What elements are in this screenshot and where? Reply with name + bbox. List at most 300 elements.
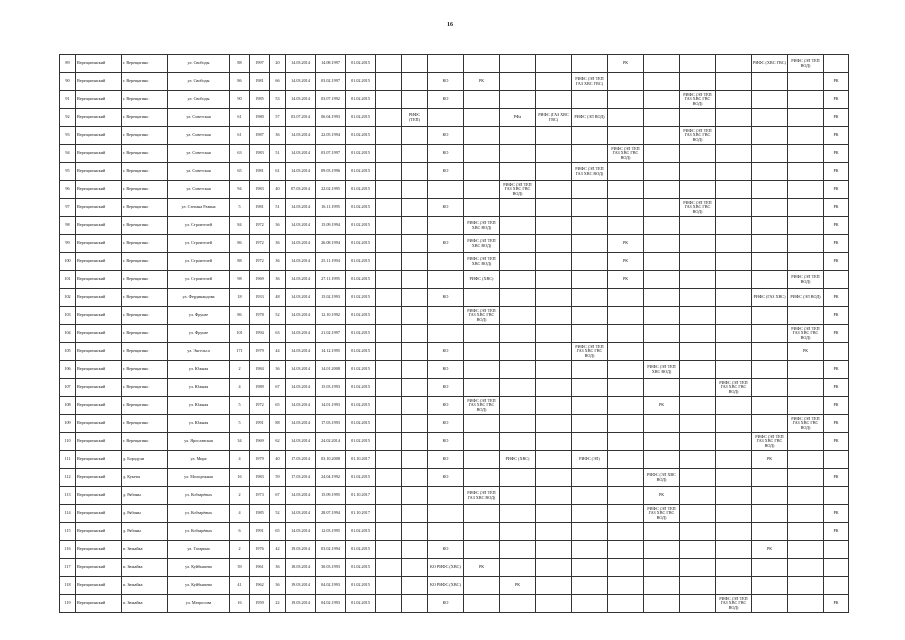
cell-d1: 14.03.2014: [286, 55, 316, 73]
table-row: [60, 181, 849, 199]
cell-street: ул. Свободы: [168, 73, 230, 91]
cell-work-3: РИФС (ХВС): [464, 271, 500, 289]
cell-work-13: РК: [824, 469, 849, 487]
cell-year: 1979: [250, 451, 270, 469]
cell-work-1: [402, 415, 428, 433]
cell-work-12: [788, 595, 824, 613]
cell-house: 6: [230, 523, 250, 541]
cell-work-9: РИФС (ЭЛ ТЕП ГАЗ ХВС ГВС ВОД): [680, 127, 716, 145]
cell-work-7: [608, 325, 644, 343]
table-row: [60, 217, 849, 235]
cell-work-11: [752, 469, 788, 487]
cell-d2: 03.02.1997: [316, 73, 346, 91]
cell-work-8: [644, 217, 680, 235]
cell-work-11: [752, 271, 788, 289]
cell-work-5: [536, 577, 572, 595]
cell-work-12: [788, 559, 824, 577]
cell-work-5: [536, 217, 572, 235]
cell-work-5: [536, 253, 572, 271]
cell-d3: 01.10.2017: [346, 451, 376, 469]
cell-work-11: [752, 523, 788, 541]
cell-district: Верещагинский: [76, 487, 122, 505]
cell-year: 1991: [250, 523, 270, 541]
cell-work-4: [500, 217, 536, 235]
table-row: [60, 379, 849, 397]
cell-district: Верещагинский: [76, 343, 122, 361]
cell-work-13: [824, 577, 849, 595]
cell-work-13: РК: [824, 181, 849, 199]
cell-work-4: [500, 145, 536, 163]
cell-work-3: [464, 343, 500, 361]
cell-d2: 12.10.1992: [316, 307, 346, 325]
cell-work-7: РИФС (ЭЛ ТЕП ГАЗ ХВС ГВС ВОД): [608, 145, 644, 163]
cell-d1: 17.03.2014: [286, 451, 316, 469]
cell-work-9: [680, 397, 716, 415]
cell-work-7: [608, 451, 644, 469]
cell-work-9: [680, 451, 716, 469]
cell-district: Верещагинский: [76, 271, 122, 289]
cell-work-5: [536, 271, 572, 289]
cell-work-5: [536, 379, 572, 397]
cell-work-7: [608, 541, 644, 559]
cell-work-0: [376, 415, 402, 433]
cell-city: д. Рябины: [122, 487, 168, 505]
table-row: [60, 55, 849, 73]
cell-work-7: [608, 199, 644, 217]
cell-work-9: [680, 433, 716, 451]
cell-work-8: РК: [644, 397, 680, 415]
cell-work-11: [752, 595, 788, 613]
cell-district: Верещагинский: [76, 217, 122, 235]
cell-wear: 59: [270, 469, 286, 487]
cell-work-1: [402, 487, 428, 505]
cell-work-7: [608, 361, 644, 379]
cell-work-0: [376, 451, 402, 469]
cell-d3: 01.02.2015: [346, 595, 376, 613]
cell-city: г. Верещагино: [122, 397, 168, 415]
cell-work-10: [716, 91, 752, 109]
cell-work-13: [824, 541, 849, 559]
cell-work-0: [376, 577, 402, 595]
cell-work-13: [824, 559, 849, 577]
cell-district: Верещагинский: [76, 559, 122, 577]
cell-work-6: [572, 379, 608, 397]
table-row: [60, 505, 849, 523]
cell-wear: 52: [270, 307, 286, 325]
cell-d3: 01.02.2015: [346, 559, 376, 577]
cell-work-4: РК: [500, 577, 536, 595]
cell-work-11: [752, 307, 788, 325]
cell-work-10: [716, 469, 752, 487]
cell-work-1: [402, 433, 428, 451]
cell-d1: 14.03.2014: [286, 217, 316, 235]
cell-work-8: [644, 253, 680, 271]
cell-district: Верещагинский: [76, 127, 122, 145]
cell-work-0: [376, 253, 402, 271]
cell-wear: 36: [270, 235, 286, 253]
cell-district: Верещагинский: [76, 577, 122, 595]
cell-work-8: [644, 91, 680, 109]
cell-street: ул. Строителей: [168, 271, 230, 289]
cell-work-3: [464, 505, 500, 523]
cell-d3: 01.02.2015: [346, 343, 376, 361]
cell-house: 61: [230, 127, 250, 145]
cell-work-10: [716, 109, 752, 127]
cell-work-12: [788, 541, 824, 559]
cell-work-4: РИФС (ХВС): [500, 451, 536, 469]
cell-work-3: [464, 379, 500, 397]
table-row: [60, 253, 849, 271]
cell-street: ул. Мира: [168, 451, 230, 469]
cell-work-4: РИФС (ЭЛ ТЕП ГАЗ ХВС ГВС ВОД): [500, 181, 536, 199]
cell-work-9: [680, 307, 716, 325]
cell-work-11: РИФС (ХВС ГВС): [752, 55, 788, 73]
cell-house: 5: [230, 397, 250, 415]
cell-d2: 03.10.2008: [316, 451, 346, 469]
cell-house: 41: [230, 577, 250, 595]
cell-year: 1997: [250, 55, 270, 73]
cell-work-1: [402, 541, 428, 559]
cell-work-1: [402, 217, 428, 235]
cell-district: Верещагинский: [76, 433, 122, 451]
cell-work-6: [572, 487, 608, 505]
cell-house: 86: [230, 235, 250, 253]
cell-work-2: [428, 253, 464, 271]
cell-work-11: [752, 487, 788, 505]
cell-work-5: [536, 325, 572, 343]
cell-work-9: [680, 487, 716, 505]
cell-work-12: [788, 379, 824, 397]
cell-work-2: КО: [428, 127, 464, 145]
cell-work-2: КО: [428, 163, 464, 181]
cell-work-12: РИФС (ЭЛ ТЕП ГАЗ ХВС ГВС ВОД): [788, 415, 824, 433]
cell-district: Верещагинский: [76, 199, 122, 217]
cell-street: ул. Строителей: [168, 253, 230, 271]
cell-street: ул. Строителей: [168, 217, 230, 235]
cell-work-5: [536, 433, 572, 451]
cell-work-8: [644, 415, 680, 433]
cell-work-1: [402, 235, 428, 253]
cell-street: ул. Южная: [168, 379, 230, 397]
cell-work-6: [572, 253, 608, 271]
cell-work-0: [376, 433, 402, 451]
cell-work-5: [536, 91, 572, 109]
cell-year: 1972: [250, 217, 270, 235]
cell-d1: 14.03.2014: [286, 433, 316, 451]
cell-work-0: [376, 361, 402, 379]
cell-house: 2: [230, 487, 250, 505]
cell-district: Верещагинский: [76, 325, 122, 343]
cell-district: Верещагинский: [76, 361, 122, 379]
cell-wear: 36: [270, 577, 286, 595]
cell-work-6: [572, 415, 608, 433]
table-row: [60, 91, 849, 109]
cell-work-7: РК: [608, 235, 644, 253]
cell-work-13: РК: [824, 73, 849, 91]
cell-year: 1985: [250, 505, 270, 523]
cell-wear: 48: [270, 289, 286, 307]
cell-wear: 88: [270, 415, 286, 433]
cell-work-8: [644, 379, 680, 397]
cell-street: ул. Советская: [168, 109, 230, 127]
cell-d3: 01.02.2015: [346, 253, 376, 271]
cell-work-2: [428, 325, 464, 343]
cell-work-9: [680, 595, 716, 613]
cell-d1: 17.03.2014: [286, 469, 316, 487]
cell-d1: 14.03.2014: [286, 505, 316, 523]
cell-work-7: [608, 73, 644, 91]
cell-wear: 62: [270, 433, 286, 451]
cell-n: 100: [60, 253, 76, 271]
cell-year: 1933: [250, 289, 270, 307]
cell-work-2: [428, 217, 464, 235]
cell-work-5: [536, 307, 572, 325]
cell-work-10: [716, 235, 752, 253]
cell-work-11: [752, 253, 788, 271]
cell-d2: 04.02.1993: [316, 577, 346, 595]
cell-year: 1969: [250, 433, 270, 451]
cell-work-4: [500, 343, 536, 361]
cell-work-7: [608, 217, 644, 235]
table-row: [60, 127, 849, 145]
cell-wear: 65: [270, 523, 286, 541]
cell-d3: 01.02.2015: [346, 109, 376, 127]
cell-work-4: [500, 415, 536, 433]
cell-work-10: [716, 433, 752, 451]
cell-work-7: [608, 433, 644, 451]
cell-work-10: [716, 55, 752, 73]
cell-d2: 24.02.2014: [316, 433, 346, 451]
cell-work-12: [788, 361, 824, 379]
cell-d3: 01.02.2015: [346, 181, 376, 199]
cell-wear: 40: [270, 181, 286, 199]
cell-work-12: РИФС (ЭЛ ТЕП ГАЗ ХВС ГВС ВОД): [788, 325, 824, 343]
cell-work-13: [824, 487, 849, 505]
cell-city: г. Верещагино: [122, 217, 168, 235]
cell-work-3: [464, 181, 500, 199]
cell-d3: 01.02.2015: [346, 271, 376, 289]
cell-work-10: [716, 199, 752, 217]
cell-work-13: РК: [824, 91, 849, 109]
cell-district: Верещагинский: [76, 181, 122, 199]
cell-house: 34: [230, 433, 250, 451]
cell-work-6: РИФС (ЭЛ ВОД): [572, 109, 608, 127]
cell-wear: 36: [270, 361, 286, 379]
cell-work-10: [716, 541, 752, 559]
cell-district: Верещагинский: [76, 505, 122, 523]
cell-work-10: [716, 307, 752, 325]
cell-house: 5: [230, 199, 250, 217]
cell-city: п. Зюкайка: [122, 541, 168, 559]
cell-work-0: [376, 91, 402, 109]
cell-district: Верещагинский: [76, 109, 122, 127]
cell-city: г. Верещагино: [122, 433, 168, 451]
cell-work-0: [376, 199, 402, 217]
cell-work-1: [402, 343, 428, 361]
cell-work-9: [680, 361, 716, 379]
cell-street: ул. Фрунзе: [168, 325, 230, 343]
cell-work-4: [500, 433, 536, 451]
cell-work-13: РК: [824, 505, 849, 523]
cell-work-11: [752, 361, 788, 379]
cell-work-2: [428, 271, 464, 289]
cell-work-7: [608, 523, 644, 541]
cell-work-5: [536, 361, 572, 379]
cell-work-8: [644, 199, 680, 217]
cell-street: ул. Южная: [168, 415, 230, 433]
cell-work-13: РК: [824, 361, 849, 379]
cell-work-6: [572, 361, 608, 379]
cell-d3: 01.02.2015: [346, 541, 376, 559]
cell-district: Верещагинский: [76, 397, 122, 415]
cell-street: ул. Матросова: [168, 595, 230, 613]
cell-work-5: [536, 289, 572, 307]
cell-work-4: [500, 73, 536, 91]
table-row: [60, 307, 849, 325]
cell-work-0: [376, 217, 402, 235]
cell-work-1: [402, 271, 428, 289]
cell-work-2: [428, 181, 464, 199]
table-row: [60, 451, 849, 469]
cell-n: 119: [60, 595, 76, 613]
cell-work-4: [500, 325, 536, 343]
cell-city: д. Рябины: [122, 523, 168, 541]
table-row: [60, 487, 849, 505]
cell-work-10: [716, 253, 752, 271]
cell-house: 4: [230, 505, 250, 523]
cell-work-2: КО: [428, 415, 464, 433]
cell-work-3: РИФС (ЭЛ ТЕП ГАЗ ХВС ВОД): [464, 487, 500, 505]
cell-work-9: [680, 73, 716, 91]
cell-work-1: [402, 307, 428, 325]
cell-work-5: [536, 541, 572, 559]
cell-d2: 15.02.1993: [316, 289, 346, 307]
cell-work-11: [752, 505, 788, 523]
cell-work-7: [608, 505, 644, 523]
cell-work-7: РК: [608, 253, 644, 271]
cell-work-3: [464, 163, 500, 181]
cell-d3: 01.02.2015: [346, 397, 376, 415]
cell-work-0: [376, 289, 402, 307]
cell-work-6: РИФС (ЭЛ ТЕП ГАЗ ХВС ВОД): [572, 163, 608, 181]
cell-work-12: [788, 217, 824, 235]
cell-city: п. Зюкайка: [122, 595, 168, 613]
cell-n: 110: [60, 433, 76, 451]
cell-work-6: [572, 541, 608, 559]
cell-work-11: [752, 163, 788, 181]
cell-wear: 36: [270, 271, 286, 289]
cell-work-1: [402, 523, 428, 541]
cell-work-5: РИФС (ГАЗ ХВС ГВС): [536, 109, 572, 127]
cell-work-3: РИФС (ЭЛ ТЕП ХВС ВОД): [464, 217, 500, 235]
cell-work-0: [376, 487, 402, 505]
cell-d2: 03.02.1994: [316, 541, 346, 559]
cell-work-12: [788, 577, 824, 595]
cell-work-6: [572, 181, 608, 199]
cell-house: 90: [230, 91, 250, 109]
cell-work-8: [644, 433, 680, 451]
cell-work-3: [464, 145, 500, 163]
cell-d1: 14.03.2014: [286, 271, 316, 289]
cell-work-9: РИФС (ЭЛ ТЕП ГАЗ ХВС ГВС ВОД): [680, 199, 716, 217]
cell-work-4: [500, 199, 536, 217]
cell-house: 16: [230, 595, 250, 613]
cell-wear: 36: [270, 127, 286, 145]
cell-street: ул. Южная: [168, 361, 230, 379]
cell-year: 1984: [250, 361, 270, 379]
cell-year: 1987: [250, 127, 270, 145]
cell-d2: 03.07.1992: [316, 91, 346, 109]
cell-d3: 01.10.2017: [346, 505, 376, 523]
cell-house: 4: [230, 451, 250, 469]
cell-city: г. Верещагино: [122, 235, 168, 253]
cell-work-8: [644, 343, 680, 361]
cell-work-4: [500, 289, 536, 307]
cell-work-0: [376, 595, 402, 613]
cell-work-12: [788, 397, 824, 415]
cell-work-0: [376, 163, 402, 181]
cell-d1: 14.03.2014: [286, 73, 316, 91]
cell-work-11: [752, 559, 788, 577]
cell-district: Верещагинский: [76, 451, 122, 469]
cell-house: 2: [230, 541, 250, 559]
cell-work-9: [680, 325, 716, 343]
cell-work-10: [716, 523, 752, 541]
cell-work-6: [572, 235, 608, 253]
cell-work-10: [716, 289, 752, 307]
cell-n: 105: [60, 343, 76, 361]
cell-year: 1994: [250, 325, 270, 343]
cell-work-13: РК: [824, 415, 849, 433]
cell-wear: 36: [270, 253, 286, 271]
cell-work-2: КО: [428, 289, 464, 307]
cell-work-11: [752, 127, 788, 145]
cell-street: ул. Энгельса: [168, 343, 230, 361]
cell-work-2: КО РИФС (ХВС): [428, 559, 464, 577]
cell-n: 103: [60, 307, 76, 325]
cell-year: 1972: [250, 235, 270, 253]
cell-city: г. Верещагино: [122, 379, 168, 397]
cell-work-9: РИФС (ЭЛ ТЕП ГАЗ ХВС ГВС ВОД): [680, 91, 716, 109]
cell-n: 99: [60, 235, 76, 253]
cell-city: д. Рябины: [122, 505, 168, 523]
cell-city: п. Зюкайка: [122, 577, 168, 595]
cell-d1: 14.03.2014: [286, 307, 316, 325]
table-row: [60, 577, 849, 595]
cell-work-12: РИФС (ЭЛ ТЕП ВОД): [788, 271, 824, 289]
cell-work-10: [716, 505, 752, 523]
cell-work-5: [536, 145, 572, 163]
cell-work-7: [608, 577, 644, 595]
cell-work-6: [572, 433, 608, 451]
cell-work-13: РК: [824, 433, 849, 451]
cell-work-9: [680, 541, 716, 559]
cell-d2: 27.11.1995: [316, 271, 346, 289]
cell-work-3: РК: [464, 559, 500, 577]
cell-work-9: [680, 289, 716, 307]
cell-work-1: [402, 145, 428, 163]
cell-n: 94: [60, 145, 76, 163]
cell-work-12: РК: [788, 343, 824, 361]
cell-work-2: КО: [428, 469, 464, 487]
cell-work-4: [500, 541, 536, 559]
table-row: [60, 145, 849, 163]
cell-city: п. Зюкайка: [122, 559, 168, 577]
cell-work-8: РИФС (ЭЛ ХВС ВОД): [644, 469, 680, 487]
cell-work-12: [788, 181, 824, 199]
cell-wear: 36: [270, 217, 286, 235]
cell-work-13: РК: [824, 523, 849, 541]
